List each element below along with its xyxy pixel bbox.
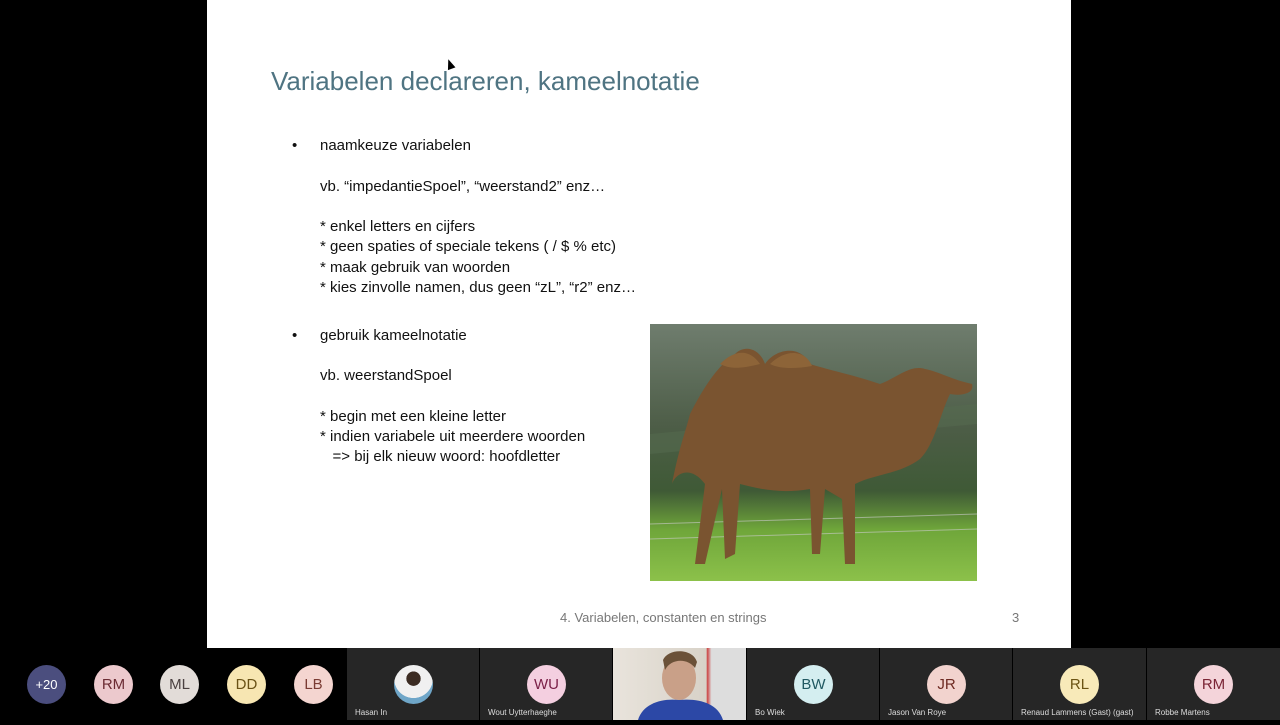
slide-footer: 4. Variabelen, constanten en strings	[560, 610, 767, 625]
section2-rule: * indien variabele uit meerdere woorden	[320, 428, 586, 445]
participant-avatar: RL	[1060, 665, 1099, 704]
participant-avatar[interactable]: ML	[160, 665, 199, 704]
section1-rule: * kies zinvolle namen, dus geen “zL”, “r2” enz…	[320, 279, 636, 296]
participants-bar	[0, 648, 1280, 720]
participant-name: Hasan In	[355, 708, 388, 717]
participant-avatar: JR	[927, 665, 966, 704]
participant-name: Robbe Martens	[1155, 708, 1210, 717]
bullet-icon: •	[292, 137, 298, 154]
participant-name: Jason Van Roye	[888, 708, 947, 717]
slide-title: Variabelen declareren, kameelnotatie	[271, 66, 700, 96]
participant-tile[interactable]	[880, 648, 1012, 720]
participant-tile[interactable]	[347, 648, 479, 720]
active-speaker-video[interactable]	[613, 648, 746, 720]
participant-name: Bo Wiek	[755, 708, 785, 717]
slide-page-number: 3	[1012, 610, 1020, 625]
participant-name: Renaud Lammens (Gast) (gast)	[1021, 708, 1134, 717]
participant-tile[interactable]	[747, 648, 879, 720]
section2-rule: => bij elk nieuw woord: hoofdletter	[320, 448, 561, 465]
section1-rule: * maak gebruik van woorden	[320, 259, 511, 276]
participant-photo-avatar	[394, 665, 433, 704]
section1-heading: naamkeuze variabelen	[320, 137, 471, 154]
participant-avatar: RM	[1194, 665, 1233, 704]
participant-avatar[interactable]: LB	[294, 665, 333, 704]
more-participants-button[interactable]: +20	[27, 665, 66, 704]
participant-avatar: WU	[527, 665, 566, 704]
section1-rule: * enkel letters en cijfers	[320, 218, 476, 235]
participant-name: Wout Uytterhaeghe	[488, 708, 557, 717]
participant-tile[interactable]	[1147, 648, 1280, 720]
section1-example: vb. “impedantieSpoel”, “weerstand2” enz…	[320, 178, 606, 195]
presentation-slide	[207, 0, 1071, 648]
section1-rule: * geen spaties of speciale tekens ( / $ % etc)	[320, 238, 616, 255]
section2-rule: * begin met een kleine letter	[320, 408, 506, 425]
participant-avatar: BW	[794, 665, 833, 704]
participant-tile[interactable]	[480, 648, 612, 720]
participant-tile[interactable]	[1013, 648, 1146, 720]
participant-avatar[interactable]: RM	[94, 665, 133, 704]
camel-photo	[650, 324, 977, 581]
bullet-icon: •	[292, 327, 298, 344]
section2-heading: gebruik kameelnotatie	[320, 327, 467, 344]
speaker-silhouette-icon	[613, 648, 746, 720]
participant-avatar[interactable]: DD	[227, 665, 266, 704]
section2-example: vb. weerstandSpoel	[320, 367, 452, 384]
